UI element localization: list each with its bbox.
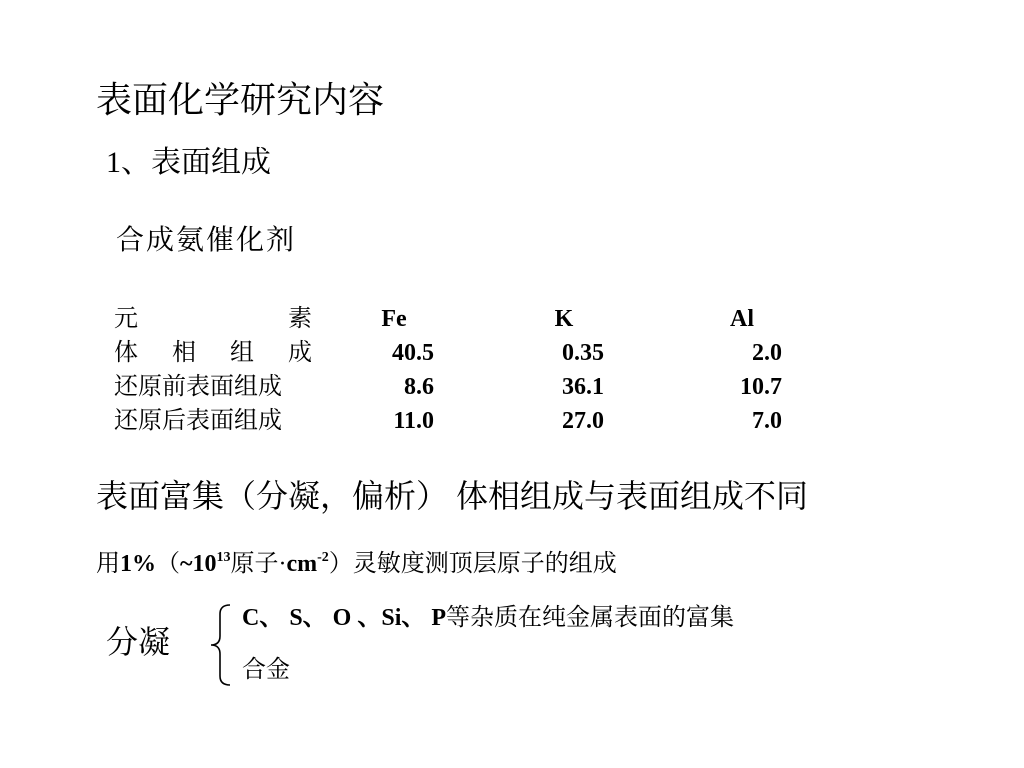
left-brace-icon <box>208 604 234 686</box>
cell-al: 2.0 <box>752 340 782 366</box>
catalyst-title: 合成氨催化剂 <box>116 225 297 256</box>
row-label: 体 相 组 成 <box>114 340 312 366</box>
section-heading: 1、表面组成 <box>106 146 271 179</box>
impurity-description: 等杂质在纯金属表面的富集 <box>446 605 735 631</box>
page-title: 表面化学研究内容 <box>96 80 385 120</box>
cell-fe: 11.0 <box>393 408 434 434</box>
row-label: 还原前表面组成 <box>114 374 282 400</box>
impurity-elements: C、 S、 O 、Si、 P <box>242 605 447 631</box>
sens-exponent-13: 13 <box>216 550 231 565</box>
sens-approx: ~10 <box>180 551 217 577</box>
sens-paren-close: ） <box>328 551 353 577</box>
segregation-label: 分凝 <box>106 624 171 660</box>
row-label: 还原后表面组成 <box>114 408 282 434</box>
sens-paren-open: （ <box>156 551 180 577</box>
sens-unit-text: 原子· <box>230 551 287 577</box>
cell-fe: 40.5 <box>392 340 434 366</box>
table-header-row <box>114 302 814 336</box>
table-row <box>114 336 814 370</box>
cell-al: 7.0 <box>752 408 782 434</box>
header-fe: Fe <box>381 306 407 332</box>
header-al: Al <box>730 306 754 332</box>
cell-k: 36.1 <box>562 374 604 400</box>
sens-cm: cm <box>286 551 318 577</box>
header-k: K <box>554 306 574 332</box>
sens-exponent-neg2: -2 <box>317 550 329 565</box>
cell-k: 27.0 <box>562 408 604 434</box>
enrichment-text: 表面富集（分凝，偏析） 体相组成与表面组成不同 <box>96 478 809 514</box>
table-row <box>114 370 814 404</box>
sens-prefix: 用 <box>96 551 120 577</box>
table-row <box>114 404 814 438</box>
segregation-item-alloy: 合金 <box>242 657 290 683</box>
sensitivity-line <box>96 540 617 582</box>
cell-k: 0.35 <box>562 340 604 366</box>
header-element-label: 元 素 <box>114 306 312 332</box>
segregation-item-impurities <box>242 600 734 636</box>
cell-al: 10.7 <box>740 374 782 400</box>
sens-suffix: 灵敏度测顶层原子的组成 <box>352 551 617 577</box>
cell-fe: 8.6 <box>404 374 434 400</box>
sens-percent: 1% <box>120 551 156 577</box>
